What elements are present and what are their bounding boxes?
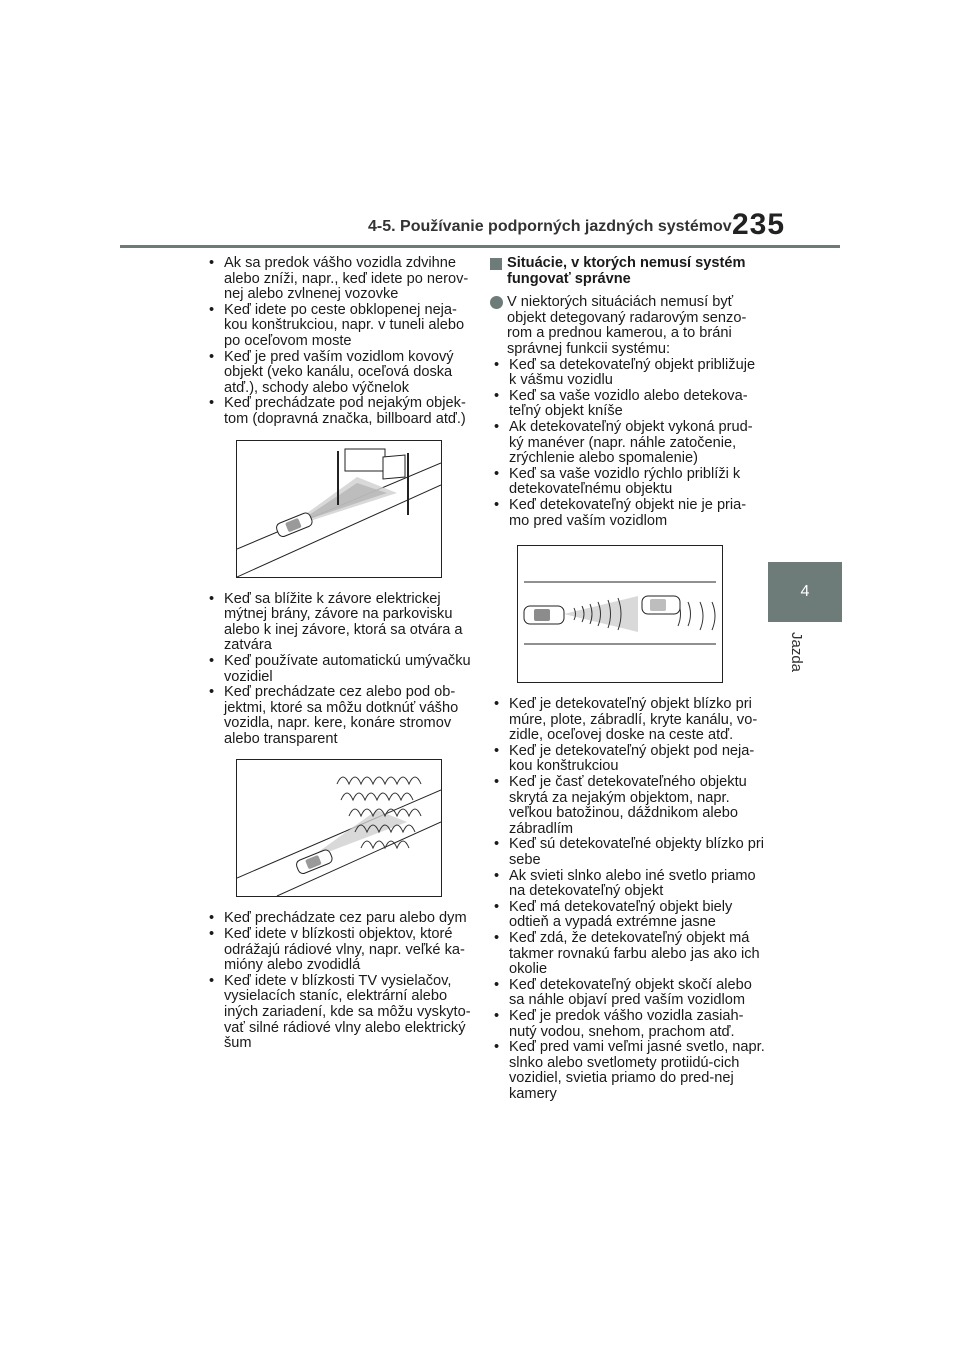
list-item: • Ak sa predok vášho vozidla zdvihne alebo zníži, napr., keď idete po nerov-nej alebo zvlnenej vozovke [205, 256, 477, 303]
list-item: • Keď je pred vaším vozidlom kovový objekt (veko kanálu, oceľová doska atď.), schody alebo výčnelok [205, 350, 477, 397]
list-item: • Keď detekovateľný objekt nie je pria-mo pred vaším vozidlom [490, 498, 765, 529]
intro-paragraph [490, 295, 765, 357]
list-item: • Keď sa vaše vozidlo alebo detekova-teľný objekt kníše [490, 389, 765, 420]
list-item: • Ak detekovateľný objekt vykoná prud-ký manéver (napr. náhle zatočenie, zrýchlenie alebo spomalenie) [490, 420, 765, 467]
list-item: • Keď je detekovateľný objekt pod neja-kou konštrukciou [490, 744, 765, 775]
list-item: • Keď zdá, že detekovateľný objekt má takmer rovnakú farbu alebo jas ako ich okolie [490, 931, 765, 978]
left-list-1 [205, 256, 477, 428]
intro-text: V niektorých situáciách nemusí byť objekt detegovaný radarovým senzo-rom a prednou kamerou, a to bráni správnej funkcii systému: [507, 294, 747, 357]
list-item: • Ak svieti slnko alebo iné svetlo priamo na detekovateľný objekt [490, 869, 765, 900]
right-list-2 [490, 697, 765, 1102]
list-item: • Keď sú detekovateľné objekty blízko pri sebe [490, 837, 765, 868]
chapter-tab: 4 [768, 562, 842, 622]
list-item: • Keď idete po ceste obklopenej neja-kou konštrukciou, napr. v tuneli alebo po oceľovom moste [205, 303, 477, 350]
list-item: • Keď prechádzate cez paru alebo dym [205, 911, 477, 927]
left-column [205, 256, 477, 1052]
right-list-1 [490, 358, 765, 530]
square-bullet-icon [490, 258, 502, 270]
left-list-3 [205, 911, 477, 1051]
list-item: • Keď prechádzate pod nejakým objek-tom (dopravná značka, billboard atď.) [205, 396, 477, 427]
left-list-2 [205, 592, 477, 748]
list-item: • Keď je predok vášho vozidla zasiah-nutý vodou, snehom, prachom atď. [490, 1009, 765, 1040]
list-item: • Keď používate automatickú umývačku vozidiel [205, 654, 477, 685]
section-heading-text: Situácie, v ktorých nemusí systém fungovať správne [507, 255, 746, 287]
list-item: • Keď sa blížite k závore elektrickej mýtnej brány, závore na parkovisku alebo k inej závore, ktorá sa otvára a zatvára [205, 592, 477, 654]
overhead-sign-drawing [237, 441, 441, 577]
vegetation-drawing [237, 760, 441, 896]
list-item: • Keď sa detekovateľný objekt približuje k vášmu vozidlu [490, 358, 765, 389]
section-title: 4-5. Používanie podporných jazdných systémov [368, 218, 732, 235]
right-column [490, 256, 765, 1103]
illustration-overhead-sign [236, 440, 442, 578]
header-divider [120, 245, 840, 248]
list-item: • Keď detekovateľný objekt skočí alebo sa náhle objaví pred vaším vozidlom [490, 978, 765, 1009]
circle-bullet-icon [490, 296, 503, 309]
list-item: • Keď idete v blízkosti TV vysielačov, vysielacích staníc, elektrární alebo iných zariadení, kde sa môžu vyskyto-vať silné rádiové vlny alebo elektrický šum [205, 974, 477, 1052]
illustration-vegetation [236, 759, 442, 897]
offset-vehicle-drawing [518, 546, 722, 682]
list-item: • Keď je časť detekovateľného objektu skrytá za nejakým objektom, napr. veľkou batožinou, dáždnikom alebo zábradlím [490, 775, 765, 837]
list-item: • Keď je detekovateľný objekt blízko pri múre, plote, zábradlí, kryte kanálu, vo-zidle, oceľovej doske na ceste atď. [490, 697, 765, 744]
page-number: 235 [732, 208, 786, 241]
chapter-label [781, 632, 821, 692]
list-item: • Keď pred vami veľmi jasné svetlo, napr. slnko alebo svetlomety protiidú-cich vozidiel, svietia priamo do pred-nej kamery [490, 1040, 765, 1102]
section-heading [490, 256, 765, 287]
list-item: • Keď sa vaše vozidlo rýchlo priblíži k detekovateľnému objektu [490, 467, 765, 498]
list-item: • Keď má detekovateľný objekt biely odtieň a vypadá extrémne jasne [490, 900, 765, 931]
chapter-label-text: Jazda [788, 632, 805, 673]
list-item: • Keď idete v blízkosti objektov, ktoré odrážajú rádiové vlny, napr. veľké ka-mióny alebo zvodidlá [205, 927, 477, 974]
illustration-offset-vehicle [517, 545, 723, 683]
list-item: • Keď prechádzate cez alebo pod ob-jektmi, ktoré sa môžu dotknúť vášho vozidla, napr. kere, konáre stromov alebo transparent [205, 685, 477, 747]
